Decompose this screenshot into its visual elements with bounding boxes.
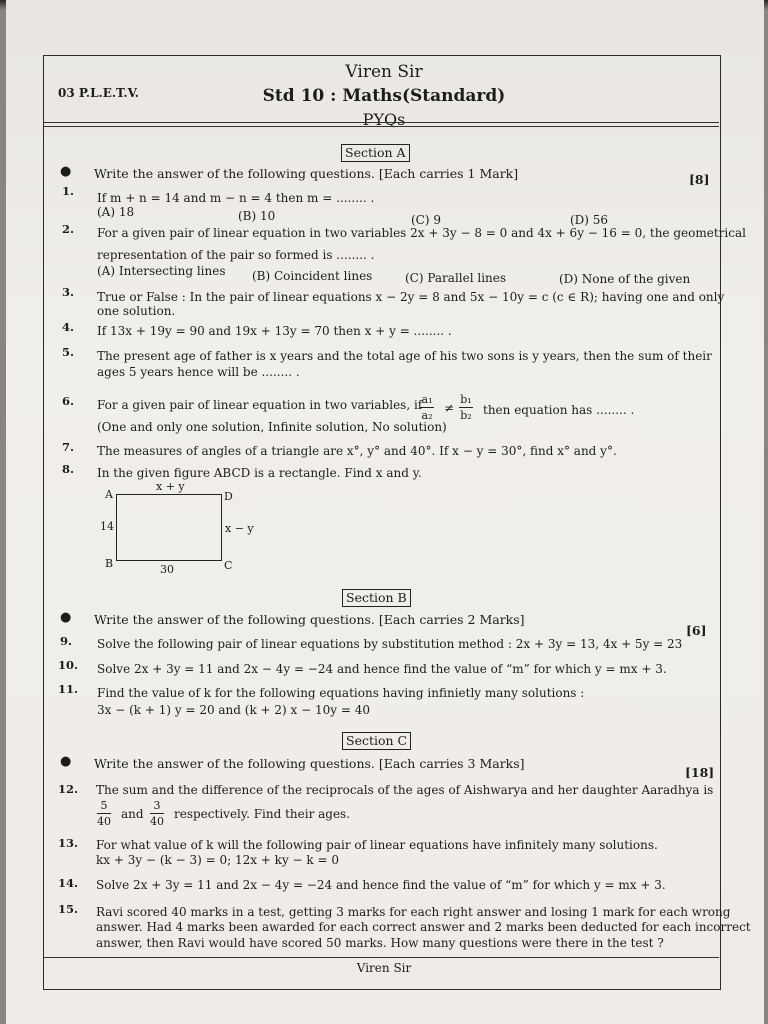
question-text: Ravi scored 40 marks in a test, getting 3 marks for each right answer and losing 1 mark for each wrong [96, 905, 731, 919]
footer-rule [44, 957, 719, 958]
bullet-icon: ● [60, 164, 72, 179]
question-text: For a given pair of linear equation in two variables 2x + 3y − 8 = 0 and 4x + 6y − 16 = 0, the geometrical [97, 226, 746, 240]
question-text: one solution. [97, 304, 176, 318]
question-number: 4. [62, 320, 75, 334]
fraction-numerator: b₁ [460, 393, 472, 406]
header-rule-1 [44, 122, 719, 123]
question-text: representation of the pair so formed is ........ . [97, 248, 375, 262]
section-a-title: Section A [341, 144, 410, 162]
question-text: 3x − (k + 1) y = 20 and (k + 2) x − 10y = 40 [97, 703, 370, 717]
question-text: Solve the following pair of linear equations by substitution method : 2x + 3y = 13, 4x + 5y = 23 [97, 637, 683, 651]
side-label-top: x + y [156, 480, 185, 493]
section-a-instruction: Write the answer of the following questions. [Each carries 1 Mark] [94, 166, 519, 181]
question-number: 1. [62, 184, 75, 198]
fraction-bar [420, 407, 434, 408]
question-number: 7. [62, 440, 75, 454]
question-text: answer. Had 4 marks been awarded for each correct answer and 2 marks been deducted for each incorrect [96, 920, 751, 934]
option-b: (B) 10 [238, 209, 276, 223]
question-text: If m + n = 14 and m − n = 4 then m = ........ . [97, 191, 375, 205]
option-c: (C) 9 [411, 213, 441, 227]
teacher-name: Viren Sir [345, 62, 423, 82]
vertex-b: B [105, 557, 114, 570]
question-number: 14. [58, 876, 79, 890]
option-b: (B) Coincident lines [252, 269, 373, 283]
rectangle-abcd [116, 494, 222, 561]
fraction-denominator: 40 [150, 815, 164, 828]
side-label-right: x − y [225, 522, 254, 535]
fraction-bar [150, 813, 164, 814]
question-text: The sum and the difference of the reciprocals of the ages of Aishwarya and her daughter Aaradhya is [96, 783, 714, 797]
section-c-marks: [18] [685, 765, 715, 780]
vertex-d: D [224, 490, 233, 503]
question-number: 10. [58, 658, 79, 672]
question-text: ages 5 years hence will be ........ . [97, 365, 300, 379]
bullet-icon: ● [60, 754, 72, 769]
question-number: 15. [58, 902, 79, 916]
section-b-title: Section B [342, 589, 411, 607]
option-a: (A) 18 [97, 205, 135, 219]
question-number: 9. [60, 634, 73, 648]
fraction-a1-a2 [420, 393, 434, 422]
question-number: 5. [62, 345, 75, 359]
question-number: 8. [62, 462, 75, 476]
question-number: 11. [58, 682, 79, 696]
section-c-instruction: Write the answer of the following questions. [Each carries 3 Marks] [94, 756, 525, 771]
fraction-denominator: 40 [97, 815, 111, 828]
vertex-a: A [105, 488, 113, 501]
question-text: Find the value of k for the following equations having infinietly many solutions : [97, 686, 585, 700]
question-text: In the given figure ABCD is a rectangle. Find x and y. [97, 466, 422, 480]
question-text: then equation has ........ . [483, 403, 635, 417]
header-rule-2 [44, 126, 719, 127]
question-text: Solve 2x + 3y = 11 and 2x − 4y = −24 and hence find the value of “m” for which y = mx + 3. [96, 878, 666, 892]
option-c: (C) Parallel lines [405, 271, 507, 285]
bullet-icon: ● [60, 610, 72, 625]
side-label-left: 14 [100, 520, 114, 533]
fraction-denominator: b₂ [460, 409, 472, 422]
vertex-c: C [224, 559, 233, 572]
question-text: Solve 2x + 3y = 11 and 2x − 4y = −24 and hence find the value of “m” for which y = mx + 3. [97, 662, 667, 676]
section-b-marks: [6] [686, 623, 707, 638]
question-text: respectively. Find their ages. [174, 807, 351, 821]
question-text: If 13x + 19y = 90 and 19x + 13y = 70 then x + y = ........ . [97, 324, 452, 338]
question-text: answer, then Ravi would have scored 50 marks. How many questions were there in the test ? [96, 936, 664, 950]
question-text: For a given pair of linear equation in two variables, if [97, 398, 423, 412]
fraction-bar [459, 407, 473, 408]
section-c-title: Section C [342, 732, 411, 750]
question-number: 12. [58, 782, 79, 796]
not-equal-sign: ≠ [444, 401, 455, 415]
question-text: For what value of k will the following pair of linear equations have infinitely many solutions. [96, 838, 658, 852]
subject-title: Std 10 : Maths(Standard) [262, 86, 506, 106]
question-text: kx + 3y − (k − 3) = 0; 12x + ky − k = 0 [96, 853, 339, 867]
fraction-b1-b2 [459, 393, 473, 422]
option-a: (A) Intersecting lines [97, 264, 226, 278]
question-text: (One and only one solution, Infinite solution, No solution) [97, 420, 447, 434]
option-d: (D) 56 [570, 213, 609, 227]
fraction-numerator: a₁ [421, 393, 433, 406]
question-number: 3. [62, 285, 75, 299]
fraction-3-40 [150, 799, 164, 828]
question-text: True or False : In the pair of linear equations x − 2y = 8 and 5x − 10y = c (c ∈ R); having one and only [97, 290, 725, 304]
fraction-5-40 [97, 799, 111, 828]
fraction-numerator: 3 [153, 799, 161, 812]
question-text: The present age of father is x years and the total age of his two sons is y years, then the sum of their [97, 349, 712, 363]
footer-text: Viren Sir [356, 961, 412, 975]
section-a-marks: [8] [689, 172, 710, 187]
side-label-bottom: 30 [160, 563, 174, 576]
fraction-denominator: a₂ [421, 409, 433, 422]
fraction-bar [97, 813, 111, 814]
paper-code: 03 P.L.E.T.V. [58, 86, 139, 100]
question-number: 13. [58, 836, 79, 850]
fraction-numerator: 5 [100, 799, 108, 812]
question-text: The measures of angles of a triangle are x°, y° and 40°. If x − y = 30°, find x° and y°. [97, 444, 617, 458]
option-d: (D) None of the given [559, 272, 691, 286]
question-number: 2. [62, 222, 75, 236]
section-b-instruction: Write the answer of the following questions. [Each carries 2 Marks] [94, 612, 525, 627]
question-number: 6. [62, 394, 75, 408]
paper-type: PYQs [362, 110, 406, 129]
connector-text: and [121, 807, 144, 821]
